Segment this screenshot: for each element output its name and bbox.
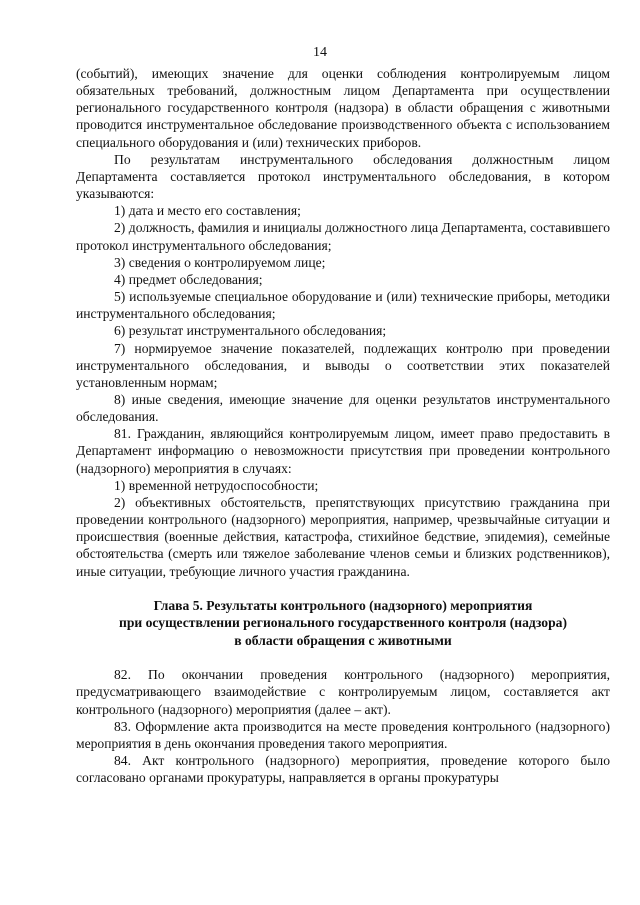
chapter-heading-line-1: Глава 5. Результаты контрольного (надзорного) мероприятия [153, 597, 533, 613]
paragraph-continued: (событий), имеющих значение для оценки соблюдения контролируемым лицом обязательных требований, должностным лицом Департамента при осуществлении регионального государственного контроля (надзора) в области обращения с животными проводится инструментальное обследование производственного объекта с использованием специального оборудования и (или) технических приборов. [76, 66, 610, 150]
list-item-1: 1) дата и место его составления; [114, 203, 301, 219]
chapter-heading [76, 597, 610, 650]
list-item-3: 3) сведения о контролируемом лице; [114, 254, 326, 270]
spacer [76, 649, 610, 666]
paragraph-82: 82. По окончании проведения контрольного (надзорного) мероприятия, предусматривающего взаимодействие с контролируемым лицом, составляется акт контрольного (надзорного) мероприятия (далее – акт). [76, 667, 610, 717]
list-item-2: 2) должность, фамилия и инициалы должностного лица Департамента, составившего протокол инструментального обследования; [76, 220, 610, 253]
list-item-4: 4) предмет обследования; [114, 271, 263, 287]
paragraph-84: 84. Акт контрольного (надзорного) мероприятия, проведение которого было согласовано органами прокуратуры, направляется в органы прокуратуры [76, 752, 610, 786]
page-number: 14 [313, 45, 327, 60]
paragraph-81-item-2: 2) объективных обстоятельств, препятствующих присутствию гражданина при проведении контрольного (надзорного) мероприятия, например, чрезвычайные ситуации и происшествия (военные действия, катастрофа, стихийное бедствие, эпидемия), семейные обстоятельства (смерть или тяжелое заболевание членов семьи и близких родственников), иные ситуации, требующие личного участия гражданина. [76, 494, 610, 579]
list-item-7: 7) нормируемое значение показателей, подлежащих контролю при проведении инструментального обследования, и выводы о соответствии этих показателей установленным нормам; [76, 340, 610, 390]
paragraph-83: 83. Оформление акта производится на месте проведения контрольного (надзорного) мероприятия в день окончания проведения такого мероприятия. [76, 718, 610, 751]
paragraph-81: 81. Гражданин, являющийся контролируемым лицом, имеет право предоставить в Департамент информацию о невозможности присутствия при проведении контрольного (надзорного) мероприятия в случаях: [76, 426, 610, 476]
paragraph-81-item-1: 1) временной нетрудоспособности; [114, 477, 319, 493]
chapter-heading-line-3: в области обращения с животными [234, 632, 452, 648]
list-item-8: 8) иные сведения, имеющие значение для оценки результатов инструментального обследования. [76, 391, 610, 425]
document-body [76, 65, 610, 786]
list-item-6: 6) результат инструментального обследования; [114, 323, 387, 339]
list-item-5: 5) используемые специальное оборудование и (или) технические приборы, методики инструментального обследования; [76, 289, 610, 322]
paragraph-protocol-intro: По результатам инструментального обследования должностным лицом Департамента составляется протокол инструментального обследования, в котором указываются: [76, 151, 610, 202]
chapter-heading-line-2: при осуществлении регионального государственного контроля (надзора) [119, 615, 567, 631]
